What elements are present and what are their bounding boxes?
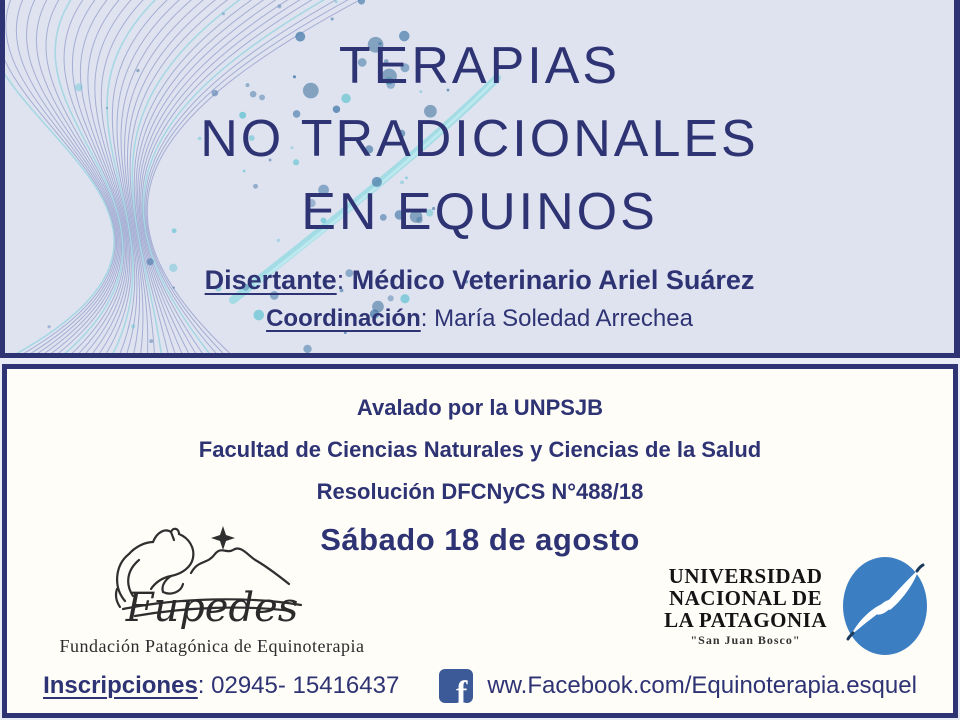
footer-row <box>7 669 953 712</box>
inscriptions-line <box>43 672 399 700</box>
inscriptions-colon: : <box>197 672 205 699</box>
university-line2: NACIONAL DE <box>668 585 823 610</box>
university-name <box>664 565 827 648</box>
university-subtitle: "San Juan Bosco" <box>690 632 801 647</box>
fupedes-logo <box>37 521 387 657</box>
speaker-colon: : <box>336 265 345 295</box>
poster-title-line2: NO TRADICIONALES <box>200 110 759 168</box>
fupedes-horse-icon <box>87 521 337 629</box>
inscriptions-label: Inscripciones <box>43 672 198 699</box>
fupedes-wordmark: Fupedes <box>125 585 299 629</box>
header-panel <box>0 0 960 358</box>
endorsement-line3: Resolución DFCNyCS N°488/18 <box>316 479 644 504</box>
coordination-name: María Soledad Arrechea <box>434 305 693 332</box>
speaker-name: Médico Veterinario Ariel Suárez <box>351 265 755 295</box>
coordination-line <box>5 305 954 333</box>
poster-title-line1: TERAPIAS <box>338 37 621 95</box>
event-date: Sábado 18 de agosto <box>320 522 640 557</box>
facebook-icon <box>439 669 473 712</box>
fupedes-caption: Fundación Patagónica de Equinoterapia <box>59 636 365 656</box>
star-icon <box>211 526 235 550</box>
endorsement-line1: Avalado por la UNPSJB <box>356 395 604 420</box>
university-line3: LA PATAGONIA <box>664 607 827 632</box>
coordination-colon: : <box>420 305 428 332</box>
coordination-label: Coordinación <box>266 305 421 332</box>
facebook-icon-glyph: f <box>456 675 468 712</box>
speaker-label: Disertante <box>204 265 337 295</box>
poster-title-line3: EN EQUINOS <box>301 183 658 241</box>
body-panel <box>2 364 958 718</box>
speaker-line <box>5 265 954 296</box>
university-logo <box>664 554 931 658</box>
university-albatross-icon <box>839 554 931 658</box>
university-line1: UNIVERSIDAD <box>668 563 823 588</box>
title-block <box>5 0 954 333</box>
inscriptions-phone: 02945- 15416437 <box>211 672 400 699</box>
facebook-url: ww.Facebook.com/Equinoterapia.esquel <box>487 672 917 699</box>
endorsement-line2: Facultad de Ciencias Naturales y Ciencias de la Salud <box>198 437 762 462</box>
